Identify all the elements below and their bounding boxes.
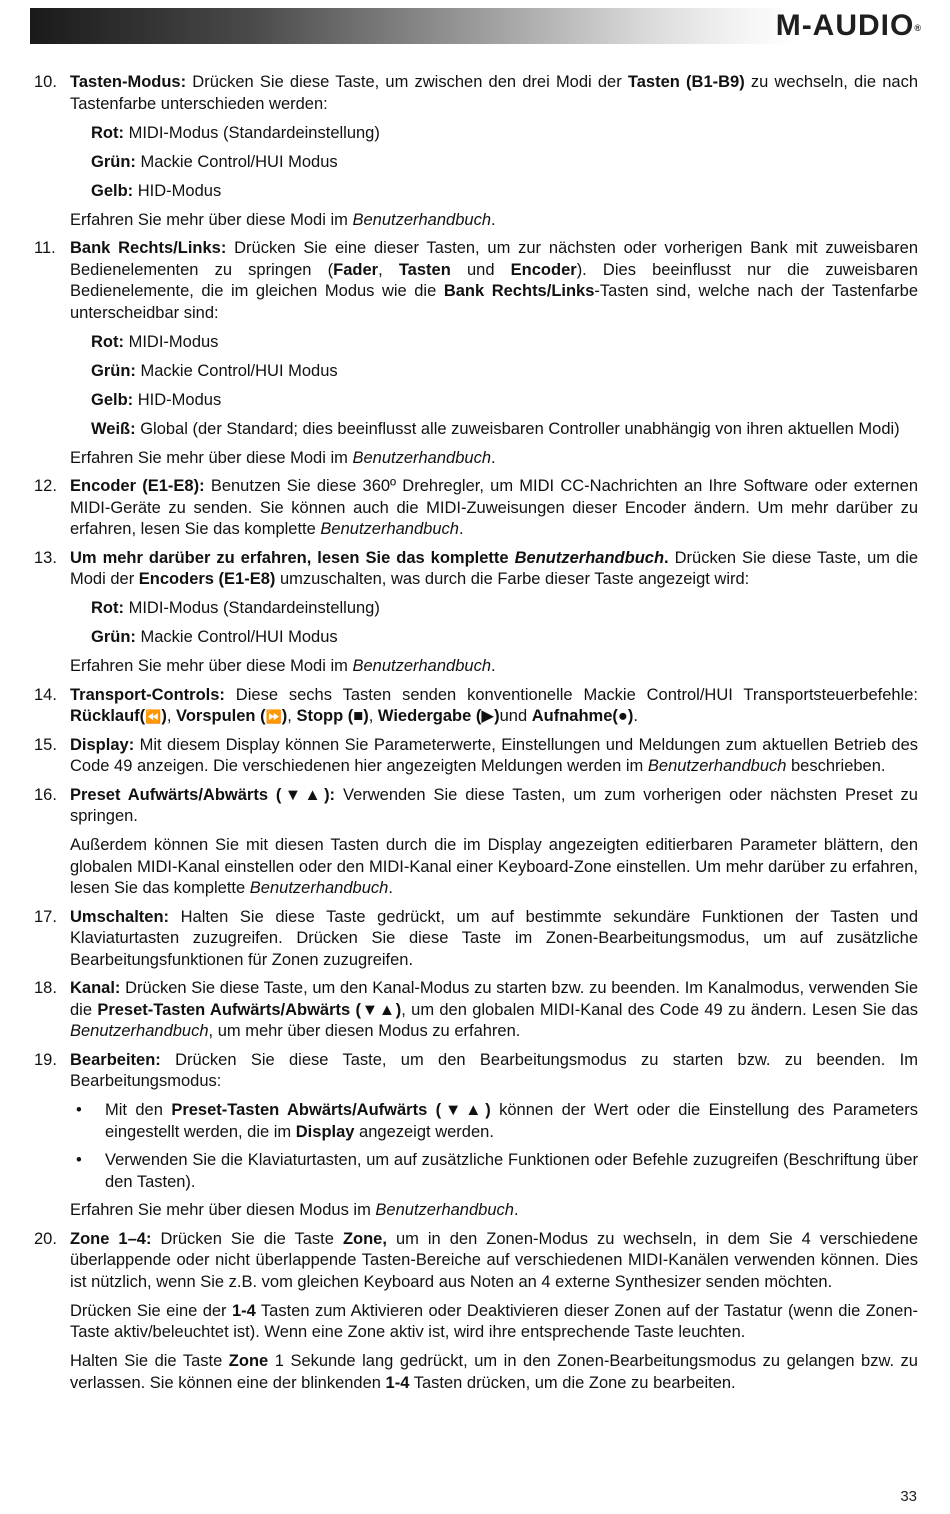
item-number: 11. [34, 239, 56, 257]
list-item-10 [34, 72, 918, 231]
mode-gruen: Grün: Mackie Control/HUI Modus [91, 628, 338, 646]
bullet-icon: • [76, 1151, 82, 1169]
list-item-19 [34, 1050, 918, 1222]
item-paragraph: Preset Aufwärts/Abwärts (▼▲): Verwenden Sie diese Tasten, um zum vorherigen oder nächsten Preset zu springen. [70, 785, 918, 825]
item-number: 19. [34, 1050, 57, 1069]
list-item-17 [34, 907, 918, 972]
mode-rot: Rot: MIDI-Modus [91, 332, 219, 351]
stop-icon: ■ [353, 707, 364, 725]
more-info: Erfahren Sie mehr über diesen Modus im Benutzerhandbuch. [70, 1201, 519, 1219]
mode-gelb: Gelb: HID-Modus [91, 181, 222, 200]
item-number: 15. [34, 735, 57, 754]
list-item-20 [34, 1229, 918, 1395]
item-paragraph: Encoder (E1-E8): Benutzen Sie diese 360º Drehregler, um MIDI CC-Nachrichten an Ihre Software oder externen MIDI-Geräte zu senden. Sie können auch die MIDI-Zuweisungen dieser Encoder ändern. Um mehr darüber zu erfahren, lesen Sie das komplette Benutzerhandbuch. [70, 477, 918, 538]
item-number: 18. [34, 979, 57, 997]
list-item-16 [34, 785, 918, 900]
item-paragraph: Tasten-Modus: Drücken Sie diese Taste, um zwischen den drei Modi der Tasten (B1-B9) zu wechseln, die nach Tastenfarbe unterschieden werden: [70, 73, 919, 113]
item-number: 17. [34, 907, 57, 926]
item-number: 13. [34, 548, 57, 567]
list-item-15 [34, 735, 918, 778]
mode-rot: Rot: MIDI-Modus (Standardeinstellung) [91, 599, 380, 617]
list-item-11 [34, 238, 918, 469]
list-item-18 [34, 978, 918, 1043]
item-number: 20. [34, 1229, 57, 1248]
item-paragraph: Bearbeiten: Drücken Sie diese Taste, um den Bearbeitungsmodus zu starten bzw. zu beenden. Im Bearbeitungsmodus: [70, 1050, 918, 1090]
more-info: Erfahren Sie mehr über diese Modi im Benutzerhandbuch. [70, 210, 496, 229]
item-number: 16. [34, 785, 57, 804]
bullet-icon: • [76, 1101, 82, 1119]
mode-gelb: Gelb: HID-Modus [91, 390, 222, 409]
page-number: 33 [900, 1488, 917, 1505]
item-paragraph: Umschalten: Halten Sie diese Taste gedrückt, um auf bestimmte sekundäre Funktionen der Tasten und Klaviaturtasten zuzugreifen. Drücken Sie diese Taste im Zonen-Bearbeitungsmodus, um auf zusätzliche Bearbeitungsfunktionen für Zonen zuzugreifen. [70, 907, 918, 969]
fast-forward-icon: ⏩ [265, 709, 282, 724]
item-paragraph: Kanal: Drücken Sie diese Taste, um den Kanal-Modus zu starten bzw. zu beenden. Im Kanalmodus, verwenden Sie die Preset-Tasten Aufwärts/Abwärts (▼▲), um den globalen MIDI-Kanal des Code 49 zu ändern. Lesen Sie das Benutzerhandbuch, um mehr über diesen Modus zu erfahren. [70, 979, 918, 1040]
record-icon: ● [617, 707, 628, 725]
item-number: 14. [34, 685, 57, 704]
item-number: 10. [34, 73, 57, 91]
item-paragraph-3: Halten Sie die Taste Zone 1 Sekunde lang gedrückt, um in den Zonen-Bearbeitungsmodus zu gelangen bzw. zu verlassen. Sie können eine der blinkenden 1-4 Tasten drücken, um die Zone zu bearbeiten. [70, 1352, 918, 1392]
m-audio-logo: M-AUDIO® [775, 9, 922, 42]
rewind-icon: ⏪ [145, 709, 162, 724]
instruction-list [34, 72, 918, 1401]
mode-rot: Rot: MIDI-Modus (Standardeinstellung) [91, 123, 380, 142]
item-paragraph: Transport-Controls: Diese sechs Tasten senden konventionelle Mackie Control/HUI Transportsteuerbefehle: Rücklauf(⏪), Vorspulen (⏩), Stopp (■), Wiedergabe (▶)und Aufnahme(●). [70, 685, 918, 725]
mode-gruen: Grün: Mackie Control/HUI Modus [91, 361, 338, 380]
item-paragraph: Zone 1–4: Drücken Sie die Taste Zone, um in den Zonen-Modus zu wechseln, in dem Sie 4 verschiedene überlappende oder nicht überlappende Tasten-Bereiche auf verschiedenen MIDI-Kanälen verwenden können. Dies ist nützlich, wenn Sie z.B. vom gleichen Keyboard aus Noten an 4 externe Synthesizer senden möchten. [70, 1229, 918, 1291]
play-icon: ▶ [481, 707, 495, 725]
mode-gruen: Grün: Mackie Control/HUI Modus [91, 152, 338, 171]
bullet-item: • Mit den Preset-Tasten Abwärts/Aufwärts (▼▲) können der Wert oder die Einstellung des Parameters eingestellt werden, die im Display angezeigt werden. [70, 1100, 918, 1143]
item-number: 12. [34, 477, 57, 495]
list-item-12 [34, 476, 918, 541]
item-paragraph-2: Drücken Sie eine der 1-4 Tasten zum Aktivieren oder Deaktivieren dieser Zonen auf der Tastatur (wenn die Zonen-Taste aktiv/beleuchtet ist). Wenn eine Zone aktiv ist, wird ihre entsprechende Taste leuchten. [70, 1301, 919, 1341]
more-info: Erfahren Sie mehr über diese Modi im Benutzerhandbuch. [70, 657, 496, 675]
bullet-list [70, 1100, 918, 1193]
bullet-item: • Verwenden Sie die Klaviaturtasten, um auf zusätzliche Funktionen oder Befehle zuzugreifen (Beschriftung über den Tasten). [70, 1150, 918, 1193]
item-paragraph: Bank Rechts/Links: Drücken Sie eine dieser Tasten, um zur nächsten oder vorherigen Bank mit zuweisbaren Bedienelementen zu springen (Fader, Tasten und Encoder). Dies beeinflusst nur die zuweisbaren Bedienelemente, die im gleichen Modus wie die Bank Rechts/Links-Tasten sind, welche nach der Tastenfarbe unterscheidbar sind: [70, 239, 919, 322]
item-paragraph: Display: Mit diesem Display können Sie Parameterwerte, Einstellungen und Meldungen zum aktuellen Betrieb des Code 49 anzeigen. Die verschiedenen hier angezeigten Meldungen werden im Benutzerhandbuch beschrieben. [70, 735, 918, 775]
list-item-13 [34, 548, 918, 678]
item-paragraph-2: Außerdem können Sie mit diesen Tasten durch die im Display angezeigten editierbaren Parameter blättern, den globalen MIDI-Kanal einstellen oder den MIDI-Kanal einer Keyboard-Zone einstellen. Um mehr darüber zu erfahren, lesen Sie das komplette Benutzerhandbuch. [70, 836, 918, 897]
item-paragraph: Um mehr darüber zu erfahren, lesen Sie das komplette Benutzerhandbuch. Drücken Sie diese Taste, um die Modi der Encoders (E1-E8) umzuschalten, was durch die Farbe dieser Taste angezeigt wird: [70, 548, 919, 588]
list-item-14 [34, 685, 918, 728]
more-info: Erfahren Sie mehr über diese Modi im Benutzerhandbuch. [70, 448, 496, 467]
mode-weiss: Weiß: Global (der Standard; dies beeinflusst alle zuweisbaren Controller unabhängig von ihren aktuellen Modi) [91, 419, 900, 438]
